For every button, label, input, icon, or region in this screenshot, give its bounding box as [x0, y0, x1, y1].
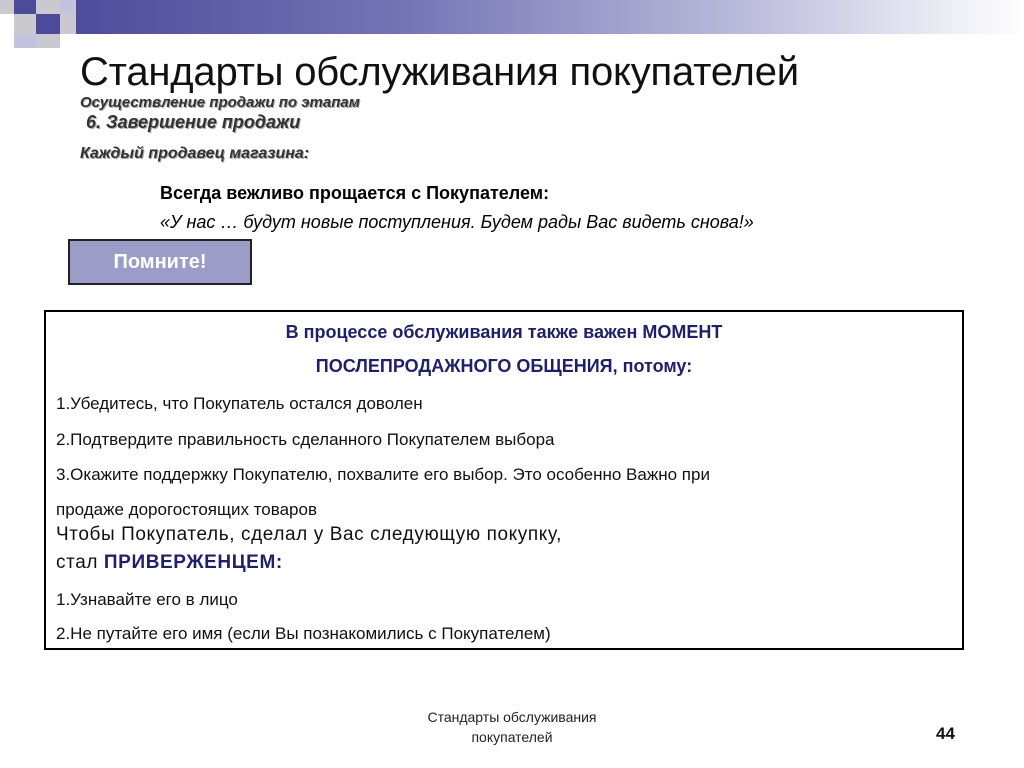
loyalty-intro-line1: Чтобы Покупатель, сделал у Вас следующую покупку, [56, 524, 562, 545]
post-sale-box [44, 310, 964, 650]
list-item: 2.Не путайте его имя (если Вы познакомились с Покупателем) [56, 624, 551, 643]
list-item: продаже дорогостоящих товаров [56, 500, 317, 519]
remember-callout [68, 239, 252, 285]
farewell-quote: «У нас … будут новые поступления. Будем рады Вас видеть снова!» [160, 212, 754, 232]
list-item: 1.Убедитесь, что Покупатель остался доволен [56, 394, 423, 413]
decor-square [60, 14, 76, 34]
decor-square [36, 0, 60, 14]
box-heading-line1: В процессе обслуживания также важен МОМЕНТ [285, 322, 723, 342]
footer-line1: Стандарты обслуживания [427, 709, 597, 725]
decor-square [14, 34, 36, 48]
sales-stage-heading: 6. Завершение продажи [86, 112, 301, 132]
header-gradient-bar [60, 0, 1024, 34]
page-number: 44 [936, 724, 955, 743]
loyalty-prefix: стал [56, 552, 104, 573]
farewell-heading: Всегда вежливо прощается с Покупателем: [160, 183, 550, 203]
decor-square [14, 0, 36, 14]
list-item: 1.Узнавайте его в лицо [56, 590, 238, 609]
footer-caption [362, 707, 662, 747]
decor-square [0, 0, 14, 14]
footer-line2: покупателей [471, 729, 553, 745]
box-heading-line2: ПОСЛЕПРОДАЖНОГО ОБЩЕНИЯ, потому: [315, 356, 693, 376]
each-seller-label: Каждый продавец магазина: [80, 145, 310, 162]
slide-subtitle: Осуществление продажи по этапам [80, 94, 360, 111]
list-item: 3.Окажите поддержку Покупателю, похвалите его выбор. Это особенно Важно при [56, 465, 710, 484]
decor-square [14, 14, 36, 34]
list-item: 2.Подтвердите правильность сделанного Покупателем выбора [56, 430, 555, 449]
loyalty-intro-line2 [56, 552, 283, 574]
loyalty-emphasis: ПРИВЕРЖЕНЦЕМ: [103, 552, 283, 573]
decor-square [60, 0, 76, 14]
decor-square [36, 14, 60, 34]
decor-square [36, 34, 60, 48]
slide-title: Стандарты обслуживания покупателей [80, 50, 799, 94]
remember-label: Помните! [113, 250, 207, 273]
